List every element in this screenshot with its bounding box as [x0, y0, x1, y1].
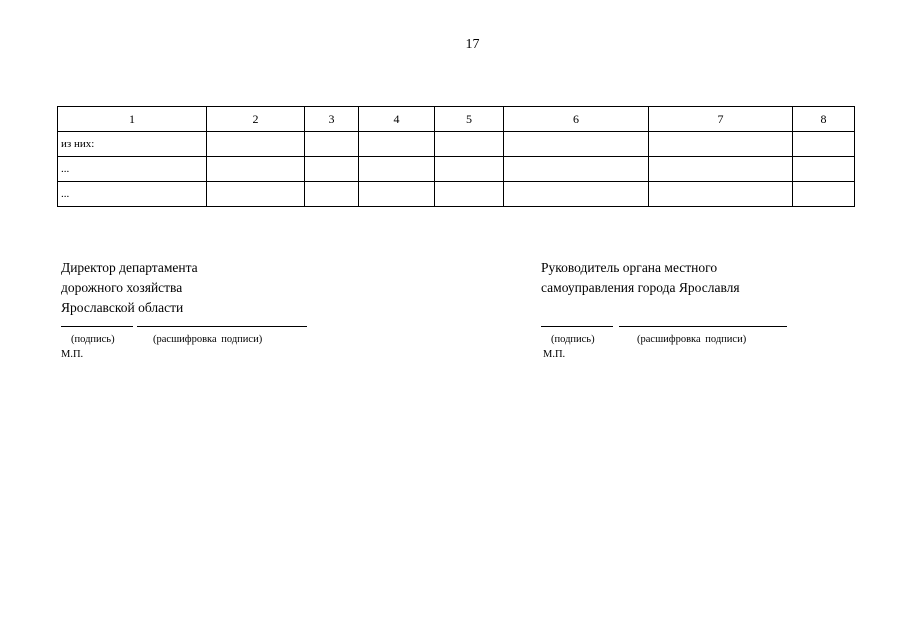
table-row: [58, 182, 855, 207]
decoding-line: [137, 326, 307, 327]
table-header-cell: 4: [359, 107, 435, 132]
table-header-row: [58, 107, 855, 132]
signature-lines: [61, 320, 361, 334]
table-header-cell: 6: [504, 107, 649, 132]
signatory-title-line: Директор департамента: [61, 260, 198, 275]
signature-block-left: [61, 258, 361, 362]
table-header-cell: 7: [649, 107, 793, 132]
table-cell: [305, 132, 359, 157]
table-cell: ...: [58, 182, 207, 207]
signatory-title-line: Руководитель органа местного: [541, 260, 718, 275]
table-header-cell: 8: [793, 107, 855, 132]
table-cell: [359, 182, 435, 207]
table-cell: [504, 132, 649, 157]
data-table: [57, 106, 855, 207]
table-cell: [305, 157, 359, 182]
table-cell: [435, 157, 504, 182]
decoding-line: [619, 326, 787, 327]
table-header-cell: 1: [58, 107, 207, 132]
signatory-title-line: самоуправления города Ярославля: [541, 280, 740, 295]
signature-captions: [61, 334, 361, 348]
table-header-cell: 2: [207, 107, 305, 132]
table-cell: [359, 157, 435, 182]
table-cell: [305, 182, 359, 207]
seal-mark: М.П.: [543, 349, 566, 360]
signature-lines: [541, 320, 861, 334]
signature-line: [61, 326, 133, 327]
signature-line: [541, 326, 613, 327]
decoding-caption: (расшифровка подписи): [153, 334, 263, 345]
table-cell: [207, 157, 305, 182]
signature-caption: (подпись): [551, 334, 595, 345]
signatory-title-line: дорожного хозяйства: [61, 280, 183, 295]
table-cell: из них:: [58, 132, 207, 157]
table-cell: [207, 132, 305, 157]
table-cell: [207, 182, 305, 207]
signatory-title-line: Ярославской области: [61, 300, 184, 315]
seal-mark: М.П.: [61, 349, 84, 360]
signature-block-right: [541, 258, 861, 362]
table-row: [58, 157, 855, 182]
decoding-caption: (расшифровка подписи): [637, 334, 747, 345]
signature-caption: (подпись): [71, 334, 115, 345]
table-cell: ...: [58, 157, 207, 182]
table-cell: [649, 132, 793, 157]
table-cell: [649, 157, 793, 182]
signature-captions: [541, 334, 861, 348]
table-row: [58, 132, 855, 157]
table-cell: [504, 157, 649, 182]
table-cell: [435, 182, 504, 207]
table-cell: [649, 182, 793, 207]
table-cell: [793, 182, 855, 207]
table-cell: [435, 132, 504, 157]
table-cell: [793, 132, 855, 157]
table-cell: [504, 182, 649, 207]
page-number: 17: [465, 37, 480, 52]
table-header-cell: 5: [435, 107, 504, 132]
table-cell: [793, 157, 855, 182]
table-cell: [359, 132, 435, 157]
table-header-cell: 3: [305, 107, 359, 132]
